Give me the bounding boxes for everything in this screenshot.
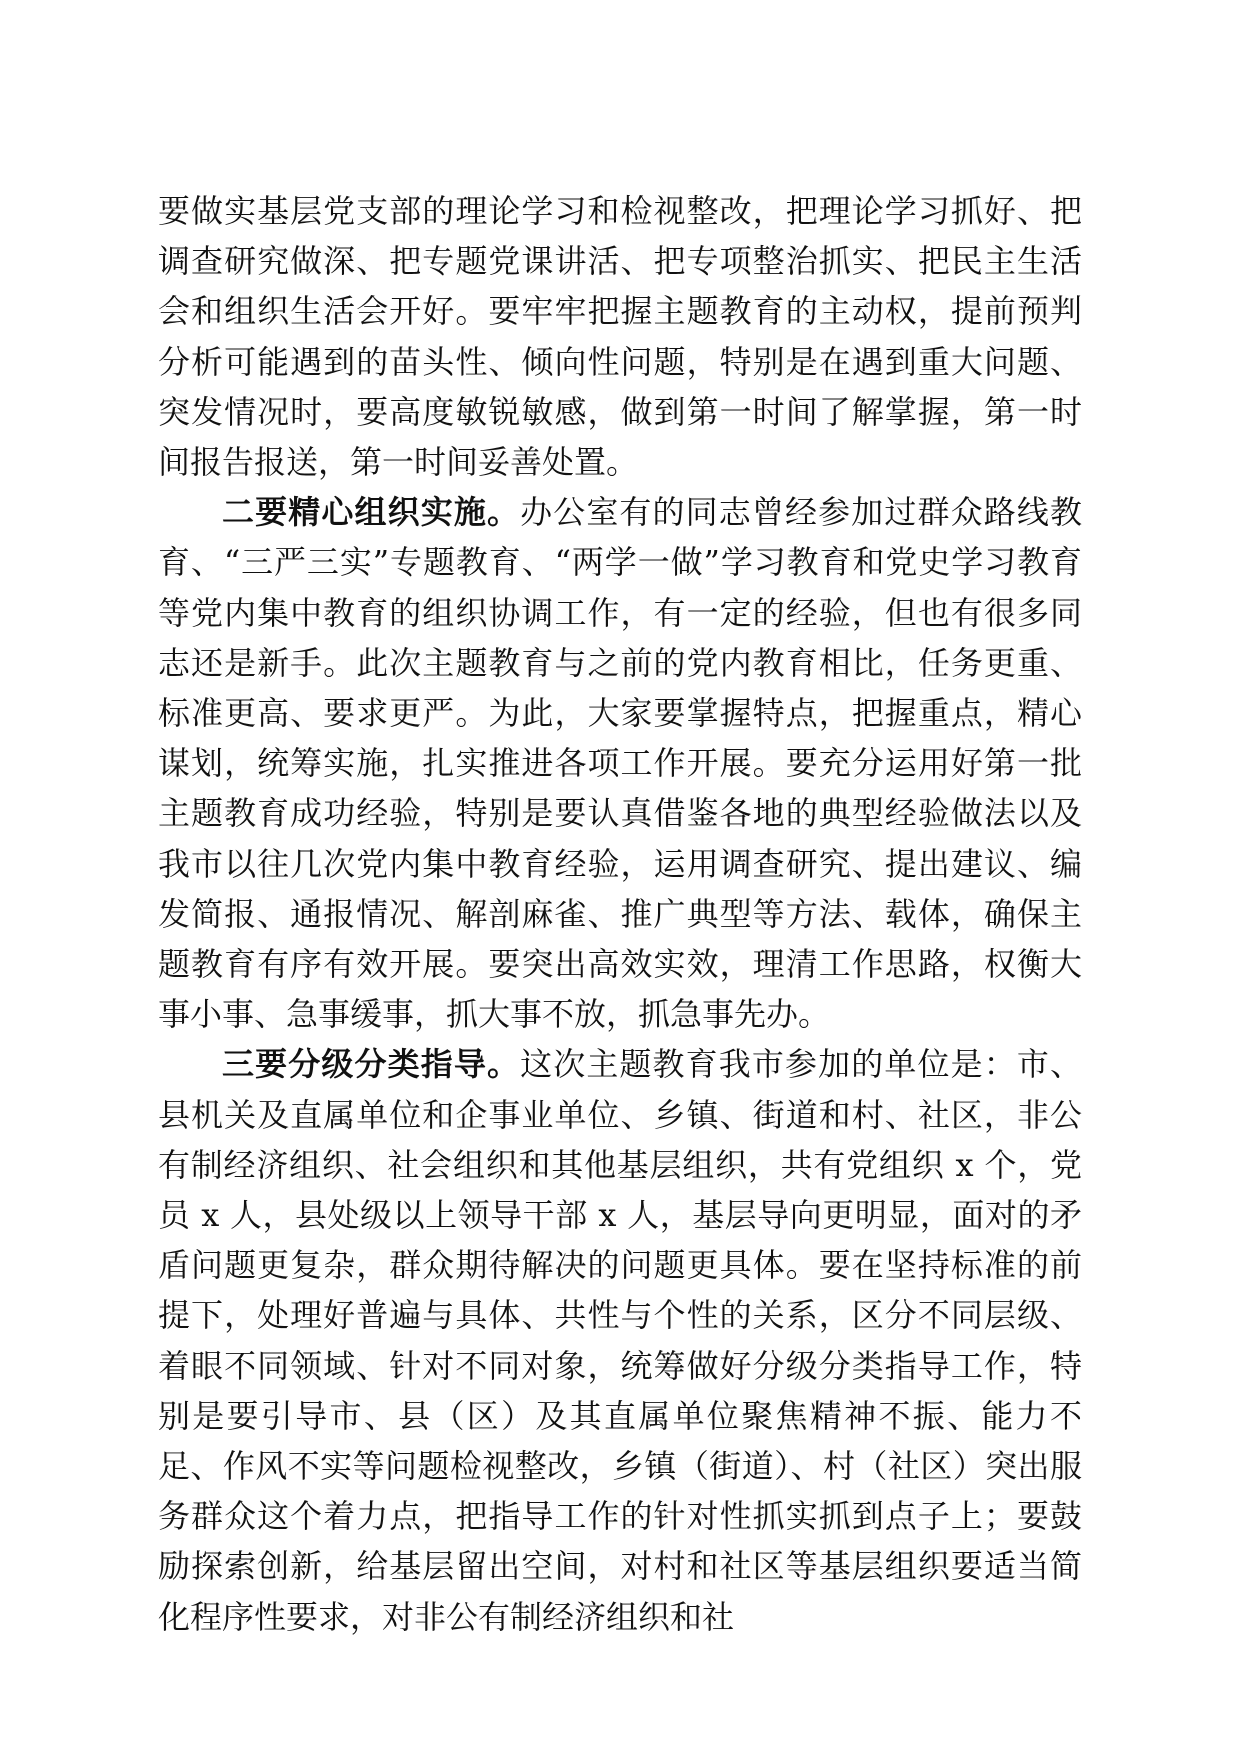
paragraph-text: 这次主题教育我市参加的单位是：市、县机关及直属单位和企事业单位、乡镇、街道和村、社区，非公有制经济组织、社会组织和其他基层组织，共有党组织 x 个，党员 x 人，县处级以上领导干部 x 人，基层导向更明显，面对的矛盾问题更复杂，群众期待解决的问题更具体。要在坚持标准的前提下，处理好普遍与具体、共性与个性的关系，区分不同层级、着眼不同领域、针对不同对象，统筹做好分级分类指导工作，特别是要引导市、县（区）及其直属单位聚焦精神不振、能力不足、作风不实等问题检视整改，乡镇（街道）、村（社区）突出服务群众这个着力点，把指导工作的针对性抓实抓到点子上；要鼓励探索创新，给基层留出空间，对村和社区等基层组织要适当简化程序性要求，对非公有制经济组织和社	[158, 1045, 1082, 1636]
paragraph-lead-heading: 二要精心组织实施。	[222, 493, 521, 532]
paragraph-lead-heading: 三要分级分类指导。	[222, 1045, 521, 1084]
paragraph-section-three	[158, 1039, 1082, 1641]
paragraph-continuation	[158, 186, 1082, 487]
paragraph-text: 要做实基层党支部的理论学习和检视整改，把理论学习抓好、把调查研究做深、把专题党课讲活、把专项整治抓实、把民主生活会和组织生活会开好。要牢牢把握主题教育的主动权，提前预判分析可能遇到的苗头性、倾向性问题，特别是在遇到重大问题、突发情况时，要高度敏锐敏感，做到第一时间了解掌握，第一时间报告报送，第一时间妥善处置。	[158, 192, 1082, 482]
document-body	[158, 186, 1082, 1642]
paragraph-section-two	[158, 487, 1082, 1039]
paragraph-text: 办公室有的同志曾经参加过群众路线教育、“三严三实”专题教育、“两学一做”学习教育和党史学习教育等党内集中教育的组织协调工作，有一定的经验，但也有很多同志还是新手。此次主题教育与之前的党内教育相比，任务更重、标准更高、要求更严。为此，大家要掌握特点，把握重点，精心谋划，统筹实施，扎实推进各项工作开展。要充分运用好第一批主题教育成功经验，特别是要认真借鉴各地的典型经验做法以及我市以往几次党内集中教育经验，运用调查研究、提出建议、编发简报、通报情况、解剖麻雀、推广典型等方法、载体，确保主题教育有序有效开展。要突出高效实效，理清工作思路，权衡大事小事、急事缓事，抓大事不放，抓急事先办。	[158, 493, 1082, 1034]
